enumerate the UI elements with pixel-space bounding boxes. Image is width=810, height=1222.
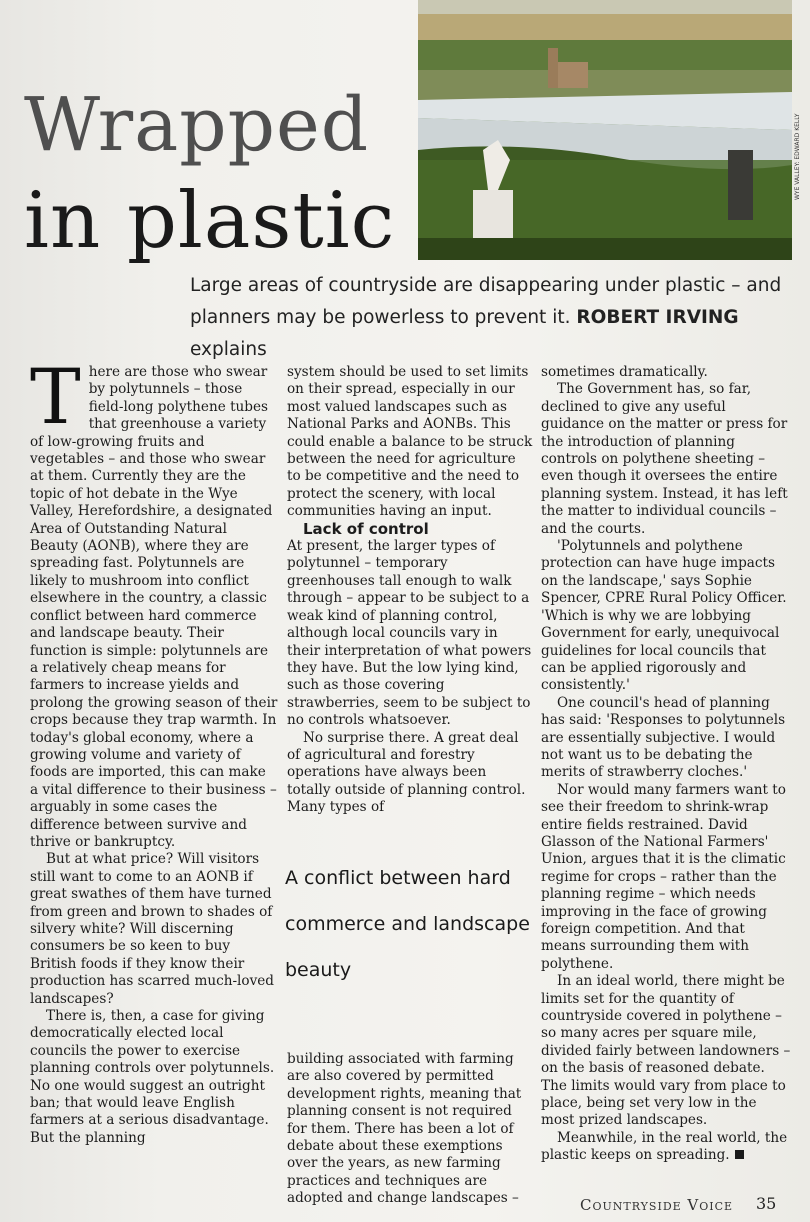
page-number: 35 — [756, 1194, 777, 1213]
body-paragraph: But at what price? Will visitors still want to come to an AONB if great swathes of them have turned from green and brown to shades of silvery white? Will discerning consumers be so keen to buy British foods if they know their production has scarred much-loved landscapes? — [30, 851, 275, 1007]
standfirst — [190, 270, 790, 366]
column-1 — [30, 352, 278, 1147]
body-paragraph — [541, 1130, 791, 1165]
pull-quote: A conflict between hard commerce and landscape beauty — [285, 867, 530, 981]
body-paragraph: The Government has, so far, declined to give any useful guidance on the matter or press for the introduction of planning controls on polythene sheeting – even though it oversees the entire planning system. Instead, it has left the matter to individual councils – and the courts. — [541, 381, 788, 537]
headline-line-2: in plastic — [24, 176, 396, 266]
body-paragraph: Nor would many farmers want to see their freedom to shrink-wrap entire fields restrained. David Glasson of the National Farmers' Union, argues that it is the climatic regime for crops – rather than the planning regime – which needs improving in the face of growing foreign competition. And that means surrounding them with polythene. — [541, 781, 786, 972]
body-paragraph: 'Polytunnels and polythene protection can have huge impacts on the landscape,' says Sophie Spencer, CPRE Rural Policy Officer. 'Which is why we are lobbying Government for early, unequivocal guidelines for local councils that can be applied rigorously and consistently.' — [541, 538, 787, 694]
drop-cap: T — [30, 352, 81, 441]
column-2-bottom — [287, 1051, 533, 1208]
landscape-photo — [418, 0, 792, 260]
column-2-top — [287, 364, 533, 817]
body-paragraph: There is, then, a case for giving democratically elected local councils the power to exercise planning controls over polytunnels. No one would suggest an outright ban; that would leave English farmers at a serious disadvantage. But the planning — [30, 1008, 275, 1146]
paragraph-text: here are those who swear by polytunnels – those field-long polythene tubes that greenhouse a variety of low-growing fruits and vegetables – and those who swear at them. Currently they are the topic of hot debate in the Wye Valley, Herefordshire, a designated Area of Outstanding Natural Beauty (AONB), where they are spreading fast. Polytunnels are likely to mushroom into conflict elsewhere in the country, a classic conflict between hard commerce and landscape beauty. Their function is simple: polytunnels are a relatively cheap means for farmers to increase yields and prolong the growing season of their crops because they trap warmth. In today's global economy, where a growing volume and variety of foods are imported, this can make a vital difference to their business – arguably in some cases the difference between survive and thrive or bankruptcy. — [30, 364, 278, 850]
body-paragraph: At present, the larger types of polytunnel – temporary greenhouses tall enough to walk through – appear to be subject to a weak kind of planning control, although local councils vary in their interpretation of what powers they have. But the low lying kind, such as those covering strawberries, seem to be subject to no controls whatsoever. — [287, 538, 532, 729]
author-name: ROBERT IRVING — [576, 307, 739, 328]
body-paragraph: In an ideal world, there might be limits set for the quantity of countryside covered in polythene – so many acres per square mile, divided fairly between landowners – on the basis of reasoned debate. The limits would vary from place to place, being set very low in the most prized landscapes. — [541, 973, 791, 1129]
standfirst-text: Large areas of countryside are disappearing under plastic – and planners may be powerless to prevent it. — [190, 275, 782, 328]
body-paragraph: sometimes dramatically. — [541, 364, 708, 380]
publication-name: Countryside Voice — [580, 1196, 734, 1214]
body-paragraph: No surprise there. A great deal of agricultural and forestry operations have always been totally outside of planning control. Many types of — [287, 729, 526, 816]
body-paragraph — [30, 352, 278, 851]
end-square-icon — [735, 1150, 744, 1159]
column-3 — [541, 364, 791, 1165]
subheading: Lack of control — [303, 519, 429, 538]
body-paragraph: system should be used to set limits on their spread, especially in our most valued landscapes such as National Parks and AONBs. This could enable a balance to be struck between the need for agriculture to be competitive and the need to protect the scenery, with local communities having an input. — [287, 364, 533, 520]
standfirst-suffix: explains — [190, 339, 267, 360]
body-paragraph: building associated with farming are also covered by permitted development rights, meaning that planning consent is not required for them. There has been a lot of debate about these exemptions over the years, as new farming practices and techniques are adopted and change landscapes – — [287, 1051, 522, 1207]
headline-line-1: Wrapped — [24, 82, 370, 168]
body-paragraph: One council's head of planning has said: 'Responses to polytunnels are essentially subjective. I would not want us to be debating the merits of strawberry cloches.' — [541, 694, 786, 781]
photo-credit: WYE VALLEY: EDWARD KELLY — [794, 113, 801, 200]
paragraph-text: Meanwhile, in the real world, the plastic keeps on spreading. — [541, 1129, 788, 1164]
